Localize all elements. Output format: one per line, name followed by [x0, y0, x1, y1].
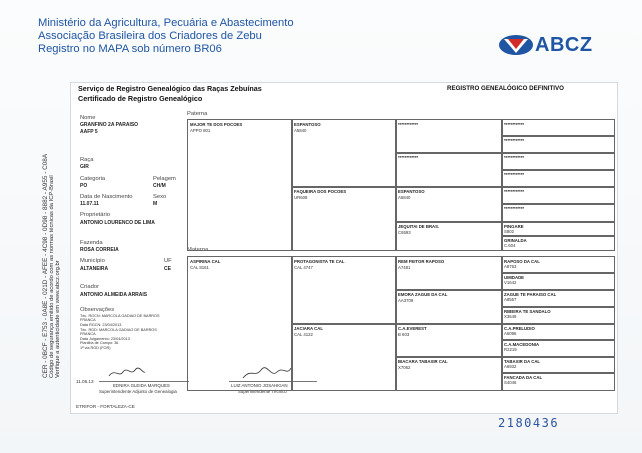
sire-sire-name: ESPANTOSO [294, 122, 321, 127]
coat-label: Pelagem [153, 176, 176, 182]
ribeira-name: RIBEIRA TE SANDALO [504, 309, 551, 314]
umidade-reg: V1642 [504, 280, 517, 285]
header-registry: Registro no MAPA sob número BR06 [38, 43, 222, 55]
abcz-logo [498, 33, 608, 59]
birth-label: Data de Nascimento [80, 194, 133, 200]
security-code: CER - 0BCF - E753 - 0A8E - 021D - AFEE - 4C98 - 0D98 - 8882 - A955 - C08A [42, 153, 49, 378]
fancada-reg: S4046 [504, 380, 517, 385]
umidade-name: UMIDADE [504, 275, 525, 280]
abcz-logo-icon [498, 33, 534, 57]
security-note: Código de segurança emitido de acordo com as normas técnicas da ICP-Brasil [49, 175, 55, 378]
sire-dam-dam-box [395, 221, 503, 251]
sire-reg: APPO 801 [190, 128, 211, 133]
pingare-name: PINGARE [504, 224, 524, 229]
dam-dam-sire-reg: B 603 [398, 332, 410, 337]
dam-dam-reg: CAL 4122 [294, 332, 313, 337]
dam-sire-dam-box [395, 289, 503, 325]
obs-label: Observações [80, 307, 115, 313]
service-title: Serviço de Registro Genealógico das Raças Zebuínas [78, 84, 262, 93]
farm-label: Fazenda [80, 240, 103, 246]
macedonia-reg: R2219 [504, 347, 517, 352]
name-label: Nome [80, 115, 96, 121]
sire-sire-box [291, 119, 397, 188]
obs-line: Planilha de Campo: 36 [80, 341, 119, 345]
unknown-ancestor: ************ [504, 138, 525, 143]
signer-2-role: Superintendente Técnico [238, 389, 287, 394]
registry-type: REGISTRO GENEALÓGICO DEFINITIVO [447, 85, 564, 92]
animal-code: AAFP 5 [80, 129, 98, 135]
signer-1-role: Superintendente Adjunto de Genealogia [99, 389, 177, 394]
sire-dam-sire-box [395, 186, 503, 223]
dam-sire-sire-reg: A7481 [398, 265, 411, 270]
macedonia-name: C.A.MACEDONIA [504, 342, 540, 347]
sire-box [187, 119, 293, 251]
dam-dam-box [291, 323, 397, 391]
city-value: ALTANEIRA [80, 266, 109, 272]
uf-label: UF [164, 258, 172, 264]
grinalda-reg: C.604 [504, 243, 516, 248]
dam-dam-name: JACIARA CAL [294, 326, 323, 331]
farm-value: ROSA CORREIA [80, 247, 119, 253]
zague-reg: A8557 [504, 297, 517, 302]
office: ETRIFOR - FORTALEZA-CE [76, 404, 135, 409]
breed-label: Raça [80, 157, 94, 163]
sire-sire-reg: A5840 [294, 128, 307, 133]
unknown-ancestor: ************ [398, 122, 419, 127]
uf-value: CE [164, 266, 171, 272]
unknown-ancestor: ************ [504, 155, 525, 160]
sire-dam-dam-reg: C6593 [398, 230, 411, 235]
breeder-label: Criador [80, 284, 100, 290]
sire-name: MAJOR TE DOS POCOES [190, 122, 243, 127]
dam-box [187, 256, 293, 391]
obs-line: FRANCA [80, 332, 96, 336]
certificate-body [70, 82, 618, 414]
obs-line: Data Julgamento: 23/04/2013 [80, 337, 130, 341]
unknown-box [501, 203, 615, 223]
fancada-box [501, 372, 615, 391]
tabaxir-name: TABAXIR DA CAL [504, 359, 541, 364]
maternal-label: Materna [187, 247, 209, 253]
certificate-title: Certificado de Registro Genealógico [78, 94, 203, 103]
sire-dam-box [291, 186, 397, 251]
category-value: PO [80, 183, 88, 189]
sire-dam-sire-name: ESPANTOSO [398, 189, 425, 194]
coat-value: CH/M [153, 183, 166, 189]
dam-dam-dam-box [395, 356, 503, 391]
raposo-name: RAPOSO DA CAL [504, 259, 540, 264]
owner-label: Proprietário [80, 212, 110, 218]
dam-dam-sire-box [395, 323, 503, 358]
signature-1 [107, 366, 147, 380]
header-association: Associação Brasileira dos Criadores de Zebu [38, 30, 262, 42]
dam-sire-reg: CAL 4747 [294, 265, 313, 270]
abcz-logo-text: ABCZ [535, 34, 593, 56]
signature-line-1 [99, 381, 189, 382]
owner-value: ANTONIO LOURENCO DE LIMA [80, 220, 155, 226]
unknown-ancestor: ************ [504, 189, 525, 194]
dam-reg: CAL 8161 [190, 265, 209, 270]
signer-1-name: EDNIRA GLEIDA MARQUES [113, 383, 170, 388]
issue-date: 11.06.13 [76, 379, 94, 384]
dam-dam-dam-name: BIACARA TABAXIR CAL [398, 359, 448, 364]
unknown-box [395, 152, 503, 188]
unknown-box [395, 119, 503, 154]
sire-dam-name: FAQUEIRA DOS POCOES [294, 189, 347, 194]
serial-number: 2180436 [498, 416, 560, 430]
signer-2-name: LUIZ ANTONIO JOSAHKIAN [231, 383, 288, 388]
sex-value: M [153, 201, 158, 207]
ribeira-reg: X3649 [504, 314, 517, 319]
breed-value: GIR [80, 164, 89, 170]
dam-dam-sire-name: C.A.EVEREST [398, 326, 427, 331]
birth-value: 11.07.11 [80, 201, 99, 207]
unknown-ancestor: ************ [398, 155, 419, 160]
category-label: Categoria [80, 176, 106, 182]
fancada-name: FANCADA DA CAL [504, 375, 543, 380]
dam-sire-dam-reg: AA3709 [398, 298, 414, 303]
tabaxir-reg: A6932 [504, 364, 517, 369]
dam-sire-name: PROTAGONISTA TE CAL [294, 259, 345, 264]
dam-sire-box [291, 256, 397, 325]
header-ministry: Ministério da Agricultura, Pecuária e Abastecimento [38, 17, 294, 29]
obs-line: 1ª via RGD (FOR) [80, 346, 111, 350]
obs-line: Data RGCN: 23/04/2013 [80, 323, 122, 327]
zague-name: ZAGUE TE PARAISO CAL [504, 292, 557, 297]
sire-dam-dam-name: JEQUITAI DE BRAS. [398, 224, 440, 229]
dam-name: ASPIRINA CAL [190, 259, 221, 264]
dam-sire-dam-name: EMORA ZAGUE DA CAL [398, 292, 448, 297]
obs-line: Téc. RGD: MARCOLA GADIAO DE BARROS [80, 328, 157, 332]
sire-dam-reg: UR608 [294, 195, 308, 200]
dam-dam-dam-reg: X7062 [398, 365, 411, 370]
sire-dam-sire-reg: A5840 [398, 195, 411, 200]
unknown-ancestor: ************ [504, 172, 525, 177]
obs-line: Téc. RGCN: MARCOLA GADIAO DE BARROS [80, 314, 160, 318]
unknown-ancestor: ************ [504, 122, 525, 127]
grinalda-box [501, 235, 615, 251]
security-verify: Verifique a autenticidade em www.abcz.org.br [55, 260, 61, 378]
preludio-name: C.A.PRELUDIO [504, 326, 535, 331]
pingare-reg: S802 [504, 229, 515, 234]
city-label: Município [80, 258, 105, 264]
paternal-label: Paterna [187, 111, 208, 117]
dam-sire-sire-box [395, 256, 503, 291]
unknown-ancestor: ************ [504, 206, 525, 211]
dam-sire-sire-name: REM FEITOR RAPOSO [398, 259, 445, 264]
preludio-reg: A6096 [504, 331, 517, 336]
sex-label: Sexo [153, 194, 167, 200]
raposo-reg: A8763 [504, 264, 517, 269]
animal-name: GRANFINO 2A PARAISO [80, 122, 139, 128]
breeder-value: ANTONIO ALMEIDA ARRAIS [80, 292, 148, 298]
obs-line: FRANCA [80, 318, 96, 322]
grinalda-name: GRINALDA [504, 238, 527, 243]
